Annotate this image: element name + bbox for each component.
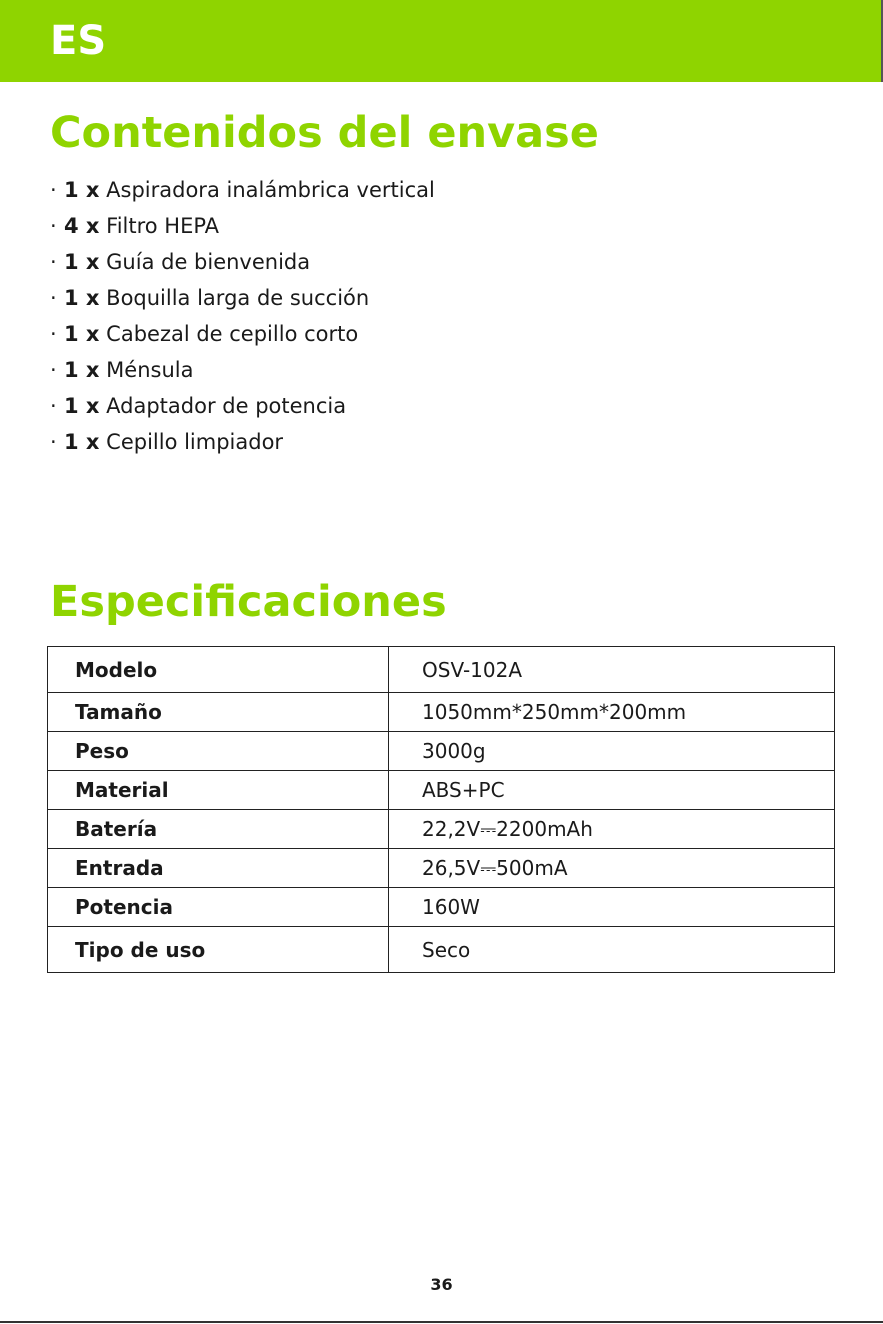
- header-bar: [0, 0, 883, 82]
- item-quantity: 1 x: [64, 430, 100, 454]
- item-name: Aspiradora inalámbrica vertical: [106, 178, 435, 202]
- list-item: [50, 424, 435, 460]
- list-item: [50, 244, 435, 280]
- spec-label: Batería: [48, 810, 389, 849]
- item-name: Boquilla larga de succión: [106, 286, 370, 310]
- item-quantity: 1 x: [64, 250, 100, 274]
- table-row: [48, 888, 835, 927]
- table-row: [48, 771, 835, 810]
- spec-label: Potencia: [48, 888, 389, 927]
- item-quantity: 1 x: [64, 394, 100, 418]
- table-row: [48, 849, 835, 888]
- specs-table: [47, 646, 835, 973]
- item-name: Cepillo limpiador: [106, 430, 284, 454]
- bullet: ·: [50, 394, 57, 418]
- bullet: ·: [50, 250, 57, 274]
- bullet: ·: [50, 430, 57, 454]
- spec-label: Tamaño: [48, 693, 389, 732]
- spec-label: Tipo de uso: [48, 927, 389, 973]
- table-row: [48, 927, 835, 973]
- bullet: ·: [50, 286, 57, 310]
- spec-label: Entrada: [48, 849, 389, 888]
- item-name: Cabezal de cepillo corto: [106, 322, 359, 346]
- list-item: [50, 316, 435, 352]
- bullet: ·: [50, 358, 57, 382]
- bullet: ·: [50, 322, 57, 346]
- item-quantity: 1 x: [64, 322, 100, 346]
- list-item: [50, 280, 435, 316]
- spec-value: 1050mm*250mm*200mm: [389, 693, 835, 732]
- list-item: [50, 388, 435, 424]
- page-number: 36: [430, 1275, 453, 1294]
- specs-title: Especificaciones: [50, 577, 447, 627]
- spec-value: 160W: [389, 888, 835, 927]
- item-name: Adaptador de potencia: [106, 394, 347, 418]
- bottom-divider: [0, 1321, 883, 1323]
- contents-list: [50, 172, 435, 460]
- item-quantity: 1 x: [64, 286, 100, 310]
- table-row: [48, 732, 835, 771]
- spec-value: 22,2V⎓2200mAh: [389, 810, 835, 849]
- spec-label: Material: [48, 771, 389, 810]
- language-code: ES: [50, 18, 107, 64]
- list-item: [50, 352, 435, 388]
- spec-value: 26,5V⎓500mA: [389, 849, 835, 888]
- spec-value: OSV-102A: [389, 647, 835, 693]
- item-name: Guía de bienvenida: [106, 250, 311, 274]
- item-name: Ménsula: [106, 358, 194, 382]
- item-name: Filtro HEPA: [106, 214, 220, 238]
- spec-value: Seco: [389, 927, 835, 973]
- table-row: [48, 647, 835, 693]
- table-row: [48, 810, 835, 849]
- spec-value: 3000g: [389, 732, 835, 771]
- bullet: ·: [50, 178, 57, 202]
- contents-title: Contenidos del envase: [50, 108, 599, 158]
- table-row: [48, 693, 835, 732]
- spec-label: Modelo: [48, 647, 389, 693]
- bullet: ·: [50, 214, 57, 238]
- item-quantity: 1 x: [64, 178, 100, 202]
- list-item: [50, 208, 435, 244]
- item-quantity: 4 x: [64, 214, 100, 238]
- spec-value: ABS+PC: [389, 771, 835, 810]
- spec-label: Peso: [48, 732, 389, 771]
- list-item: [50, 172, 435, 208]
- item-quantity: 1 x: [64, 358, 100, 382]
